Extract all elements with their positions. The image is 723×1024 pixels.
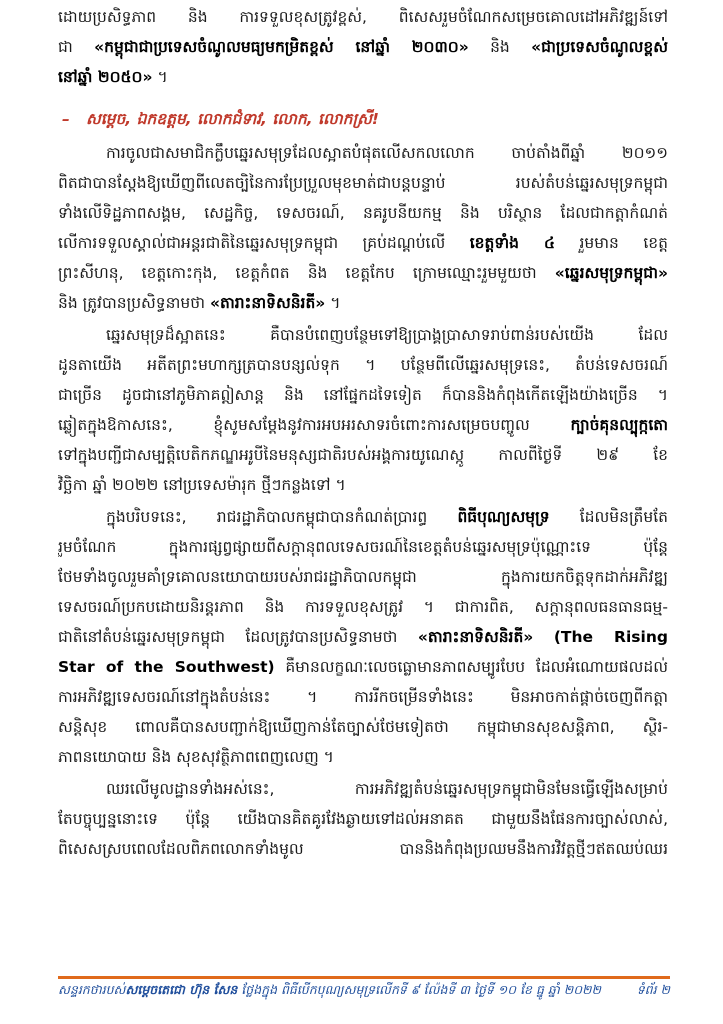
text-line: ដូនតាយើង អតីតព្រះមហាក្សត្របានបន្សល់ទុក ។ បន្ថែមពីលើឆ្នេរសមុទ្រនេះ, តំបន់ទេសចរណ៍ (58, 356, 668, 374)
text-line: លើការទទួលស្គាល់ជាអន្តរជាតិនៃឆ្នេរសមុទ្រកម្ពុជា គ្រប់ដណ្ដប់លើ ខេត្តទាំង ៤ រួមមាន ខេត្ត (58, 234, 668, 252)
text-line: រួមចំណែក ក្នុងការផ្សព្វផ្សាយពីសក្តានុពលទេសចរណ៍នៃខេត្តតំបន់ឆ្នេរសមុទ្រប៉ុណ្ណោះទេ ប៉ុន្តែ (58, 538, 668, 556)
text-line: Star of the Southwest) គឺមានលក្ខណៈលេចធ្លោមានភាពសម្បូរបែប ដែលអំណោយផលដល់ (58, 658, 668, 676)
bold-phrase: «ឆ្នេរសមុទ្រកម្ពុជា» (554, 264, 668, 282)
text-line: ដោយប្រសិទ្ធភាព និង ការទទួលខុសត្រូវខ្ពស់, ពិសេសរួមចំណែកសម្រេចគោលដៅអភិវឌ្ឍន៍ទៅ (58, 8, 668, 26)
text-line: ការចូលជាសមាជិកក្លឹបឆ្នេរសមុទ្រដែលស្អាតបំផុតលើសកលលោក ចាប់តាំងពីឆ្នាំ ២០១១ (106, 144, 668, 162)
bold-phrase: ខេត្តទាំង ៤ (469, 234, 555, 252)
text-line: ទាំងលើទិដ្ឋភាពសង្គម, សេដ្ឋកិច្ច, ទេសចរណ៍, នគរូបនីយកម្ម និង បរិស្ថាន ដែលជាកត្តាកំណត់ (58, 204, 668, 222)
text-line: ទៅក្នុងបញ្ជីជាសម្បត្តិបេតិកភណ្ឌអរូបីនៃមនុស្សជាតិរបស់អង្គការយូណេស្កូ កាលពីថ្ងៃទី ២៩ ខែ (58, 446, 668, 464)
page-number: ទំព័រ ២ (636, 982, 670, 997)
bold-phrase: ពិធីបុណ្យសមុទ្រ (457, 508, 550, 526)
text-line: ពិសេសស្របពេលដែលពិភពលោកទាំងមូល បាននិងកំពុងប្រឈមនឹងការវិវត្តថ្មីៗឥតឈប់ឈរ (58, 840, 668, 858)
text-line: សន្តិសុខ ពោលគឺបានសបញ្ជាក់ឱ្យឃើញកាន់តែច្បាស់ថែមទៀតថា កម្ពុជាមានសុខសន្តិភាព, ស្ថិរ- (58, 718, 668, 736)
text-line: ឆ្នេរសមុទ្រដ៏ស្អាតនេះ គឺបានបំពេញបន្ថែមទៅឱ្យប្រាង្គប្រាសាទរាប់ពាន់របស់យើង ដែល (106, 326, 668, 344)
text-line: ពិតជាបានស្ដែងឱ្យឃើញពីលេតច្បិនៃការប្រែប្រួលមុខមាត់ជាបន្តបន្ទាប់ របស់តំបន់ឆ្នេរសមុទ្រកម្ពុជា (58, 174, 668, 192)
text-line: ជាច្រើន ដូចជានៅភូមិភាគឦសាន្ត និង នៅផ្នែកដទៃទៀត ក៏បាននិងកំពុងកើតឡើងយ៉ាងច្រើន ។ (58, 386, 668, 404)
text-line: តែបច្ចុប្បន្ននោះទេ ប៉ុន្តែ យើងបានគិតគូរវែងឆ្ងាយទៅដល់អនាគត ជាមួយនឹងផែនការច្បាស់លាស់, (58, 810, 668, 828)
text-line: និង ត្រូវបានប្រសិទ្ធនាមថា «តារាះនាទិសនិរតី» ។ (58, 294, 341, 312)
bold-phrase: នៅឆ្នាំ ២០៥០» (58, 68, 153, 86)
footer-divider (58, 976, 670, 979)
bold-phrase: «តារាះនាទិសនិរតី» (417, 628, 534, 646)
text-line: ភាពនយោបាយ និង សុខសុវត្ថិភាពពេញលេញ ។ (58, 748, 334, 766)
text-line: ព្រះសីហនុ, ខេត្តកោះកុង, ខេត្តកំពត និង ខេត្តកែប ក្រោមឈ្មោះរួមមួយថា «ឆ្នេរសមុទ្រកម្ពុជា» (58, 264, 668, 282)
bold-phrase: (The Rising (553, 628, 668, 646)
bold-phrase: «ជាប្រទេសចំណូលខ្ពស់ (531, 38, 668, 56)
bold-phrase: «តារាះនាទិសនិរតី» (209, 294, 326, 312)
text-line: ជាតិនៅតំបន់ឆ្នេរសមុទ្រកម្ពុជា ដែលត្រូវបានប្រសិទ្ធនាមថា «តារាះនាទិសនិរតី» (The Rising (58, 628, 668, 646)
footer-caption: សន្ទរកថារបស់សម្ដេចតេជោ ហ៊ុន សែន ថ្លែងក្នុង ពិធីបើកបុណ្យសមុទ្រលើកទី ៩ ល៉ែងទី ៣ ថ្ងៃទី ១០ ខែ ធ្នូ ឆ្នាំ ២០២២ (58, 982, 601, 997)
text-line: វិច្ឆិកា ឆ្នាំ ២០២២ នៅប្រទេសម៉ារុក ថ្មីៗកន្លងទៅ ។ (58, 476, 346, 494)
bold-phrase: Star of the Southwest) (58, 658, 275, 676)
section-heading: – សម្ដេច, ឯកឧត្តម, លោកជំទាវ, លោក, លោកស្រី! (62, 110, 379, 128)
text-line: ការអភិវឌ្ឍទេសចរណ៍នៅក្នុងតំបន់នេះ ។ ការរីកចម្រើនទាំងនេះ មិនអាចកាត់ផ្ដាច់ចេញពីកត្តា (58, 688, 668, 706)
page-footer (58, 982, 670, 1004)
bold-phrase: ក្បាច់គុនល្បុក្កតោ (570, 416, 668, 434)
text-line: ក្នុងបរិបទនេះ, រាជរដ្ឋាភិបាលកម្ពុជាបានកំណត់ប្រារព្ធ ពិធីបុណ្យសមុទ្រ ដែលមិនត្រឹមតែ (106, 508, 668, 526)
text-line: ជា «កម្ពុជាជាប្រទេសចំណូលមធ្យមកម្រិតខ្ពស់ នៅឆ្នាំ ២០៣០» និង «ជាប្រទេសចំណូលខ្ពស់ (58, 38, 668, 56)
text-line: ថែមទាំងចូលរួមគាំទ្រគោលនយោបាយរបស់រាជរដ្ឋាភិបាលកម្ពុជា ក្នុងការយកចិត្តទុកដាក់អភិវឌ្ឍ (58, 568, 668, 586)
text-line: ឈរលើមូលដ្ឋានទាំងអស់នេះ, ការអភិវឌ្ឍតំបន់ឆ្នេរសមុទ្រកម្ពុជាមិនមែនធ្វើឡើងសម្រាប់ (106, 780, 668, 798)
text-line: នៅឆ្នាំ ២០៥០» ។ (58, 68, 168, 86)
footer-speaker: សម្ដេចតេជោ ហ៊ុន សែន (125, 982, 238, 997)
text-line: ទេសចរណ៍ប្រកបដោយនិរន្តរភាព និង ការទទួលខុសត្រូវ ។ ជាការពិត, សក្តានុពលធនធានធម្ម- (58, 598, 668, 616)
bold-phrase: «កម្ពុជាជាប្រទេសចំណូលមធ្យមកម្រិតខ្ពស់ នៅឆ្នាំ ២០៣០» (94, 38, 469, 56)
text-line: ឆ្លៀតក្នុងឱកាសនេះ, ខ្ញុំសូមសម្ដែងនូវការអបអរសាទរចំពោះការសម្រេចបញ្ចូល ក្បាច់គុនល្បុក្កតោ (58, 416, 668, 434)
